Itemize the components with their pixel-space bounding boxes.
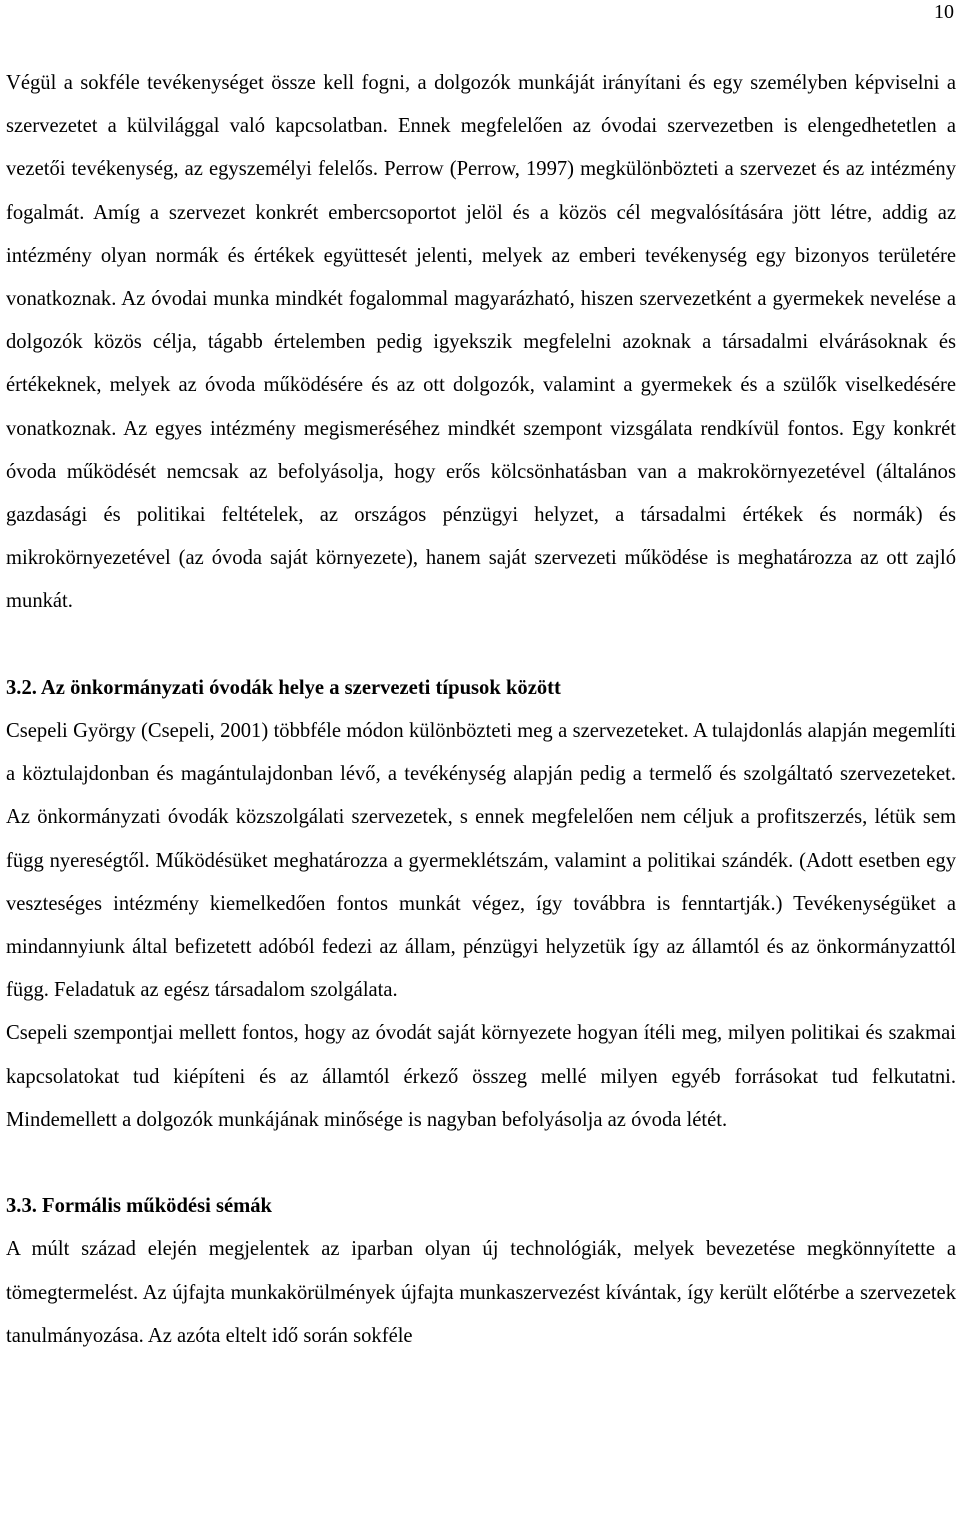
paragraph-gap	[6, 1142, 956, 1185]
section-heading-3-3: 3.3. Formális működési sémák	[6, 1195, 273, 1218]
paragraph-section-3-2: Csepeli György (Csepeli, 2001) többféle módon különbözteti meg a szervezeteket. A tulajdonlás alapján megemlíti a köztulajdonban és magántulajdonban lévő, a tevékénység alapján pedig a termelő és szolgáltató szervezeteket. Az önkormányzati óvodák közszolgálati szervezetek, s ennek megfelelően nem céljuk a profitszerzés, létük sem függ nyereségtől. Működésüket meghatározza a gyermeklétszám, valamint a politikai szándék. (Adott esetben egy veszteséges intézmény kiemelkedően fontos munkát végez, így továbbra is fenntartják.) Tevékenységüket a mindannyiunk által befizetett adóból fedezi az állam, pénzügyi helyzetük így az államtól és az önkormányzattól függ. Feladatuk az egész társadalom szolgálata.	[6, 720, 956, 1002]
section-heading-3-2: 3.2. Az önkormányzati óvodák helye a szervezeti típusok között	[6, 676, 561, 699]
paragraph-intro: Végül a sokféle tevékenységet össze kell fogni, a dolgozók munkáját irányítani és egy személyben képviselni a szervezetet a külvilággal való kapcsolatban. Ennek megfelelően az óvodai szervezetben is elengedhetetlen a vezetői tevékenység, az egyszemélyi felelős. Perrow (Perrow, 1997) megkülönbözteti a szervezet és az intézmény fogalmát. Amíg a szervezet konkrét embercsoportot jelöl és a közös cél megvalósítására jött létre, addig az intézmény olyan normák és értékek együttesét jelenti, melyek az emberi tevékenység egy bizonyos területére vonatkoznak. Az óvodai munka mindkét fogalommal magyarázható, hiszen szervezetként a gyermekek nevelése a dolgozók közös célja, tágabb értelemben pedig igyekszik megfelelni azoknak a társadalmi elvárásoknak és értékeknek, melyek az óvoda működésére és az ott dolgozók, valamint a gyermekek és a szülők viselkedésére vonatkoznak. Az egyes intézmény megismeréséhez mindkét szempont vizsgálata rendkívül fontos. Egy konkrét óvoda működését nemcsak az befolyásolja, hogy erős kölcsönhatásban van a makrokörnyezetével (általános gazdasági és politikai feltételek, az országos pénzügyi helyzet, a társadalmi értékek és normák) és mikrokörnyezetével (az óvoda saját környezete), hanem saját szervezeti működése is meghatározza az ott zajló munkát.	[6, 72, 956, 613]
paragraph-section-3-3: A múlt század elején megjelentek az iparban olyan új technológiák, melyek bevezetése megkönnyítette a tömegtermelést. Az újfajta munkakörülmények újfajta munkaszervezést kívántak, így került előtérbe a szervezetek tanulmányozása. Az azóta eltelt idő során sokféle	[6, 1238, 956, 1347]
page-number: 10	[934, 1, 954, 23]
paragraph-gap	[6, 624, 956, 667]
document-body	[6, 62, 956, 1358]
paragraph-section-3-2-continued: Csepeli szempontjai mellett fontos, hogy az óvodát saját környezete hogyan ítéli meg, milyen politikai és szakmai kapcsolatokat tud kiépíteni és az államtól érkező összeg mellé milyen egyéb forrásokat tud felkutatni. Mindemellett a dolgozók munkájának minősége is nagyban befolyásolja az óvoda létét.	[6, 1022, 956, 1131]
